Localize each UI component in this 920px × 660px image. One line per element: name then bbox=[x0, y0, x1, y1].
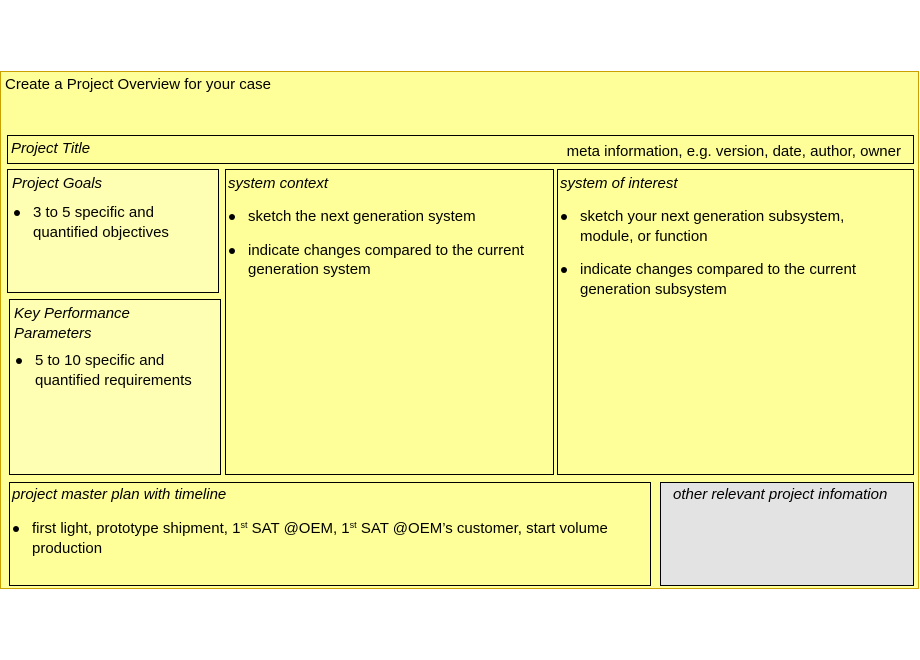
list-item: sketch your next generation subsystem, module, or function bbox=[558, 207, 898, 246]
project-goals-box bbox=[7, 169, 219, 293]
project-goals-title: Project Goals bbox=[12, 175, 103, 192]
system-of-interest-box bbox=[557, 169, 914, 475]
list-item bbox=[10, 519, 610, 558]
list-item: 3 to 5 specific and quantified objectives bbox=[11, 203, 211, 242]
list-item: indicate changes compared to the current generation subsystem bbox=[558, 260, 898, 299]
project-title-label: Project Title bbox=[11, 140, 91, 157]
other-info-title: other relevant project infomation bbox=[673, 486, 888, 503]
kpp-list bbox=[13, 351, 213, 404]
master-plan-list bbox=[10, 519, 610, 572]
meta-information-label: meta information, e.g. version, date, author, owner bbox=[566, 143, 901, 160]
list-item: 5 to 10 specific and quantified requirements bbox=[13, 351, 213, 390]
list-item: sketch the next generation system bbox=[226, 207, 548, 227]
page-heading: Create a Project Overview for your case bbox=[5, 76, 271, 93]
ordinal-suffix: st bbox=[349, 520, 357, 530]
master-plan-text-3: SAT @OEM’s customer, start volume production bbox=[32, 520, 608, 557]
master-plan-box bbox=[9, 482, 651, 586]
master-plan-text-2: SAT @OEM, 1 bbox=[247, 520, 350, 537]
kpp-title: Key Performance Parameters bbox=[14, 305, 130, 342]
master-plan-text-1: first light, prototype shipment, 1 bbox=[32, 520, 241, 537]
other-info-box bbox=[660, 482, 914, 586]
project-goals-list bbox=[11, 203, 211, 256]
system-context-list bbox=[226, 207, 548, 294]
list-item: indicate changes compared to the current generation system bbox=[226, 241, 548, 280]
system-context-title: system context bbox=[228, 175, 329, 192]
ordinal-suffix: st bbox=[240, 520, 248, 530]
system-context-box bbox=[225, 169, 554, 475]
system-of-interest-list bbox=[558, 207, 898, 313]
kpp-box bbox=[9, 299, 221, 475]
system-of-interest-title: system of interest bbox=[560, 175, 678, 192]
master-plan-title: project master plan with timeline bbox=[12, 486, 227, 503]
project-title-bar bbox=[7, 135, 914, 164]
